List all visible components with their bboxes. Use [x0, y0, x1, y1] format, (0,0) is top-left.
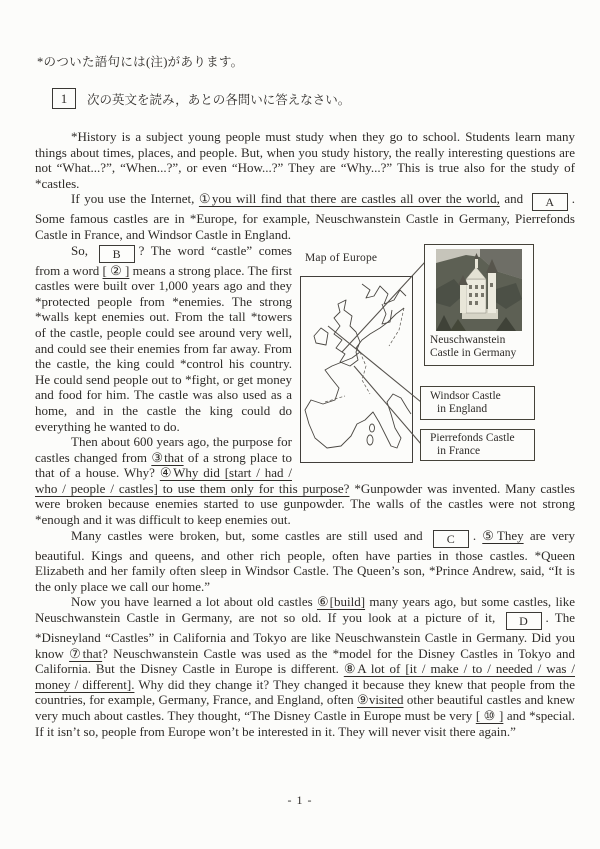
ireland-outline: [314, 328, 328, 345]
text-run: ③that: [151, 449, 184, 465]
text-run: ⑨visited: [357, 692, 404, 708]
text-run: ①you will find that there are castles all over the world,: [198, 191, 500, 207]
sardinia: [367, 435, 373, 445]
text-run: Many castles were broken, but, some castles are still used and: [71, 527, 429, 543]
text-run: ⑦that: [69, 645, 103, 661]
answer-box-C: C: [433, 530, 469, 548]
text-run: Why did they change it? They changed it because they knew that people from the countries, for example, Germany, France, and England, often: [35, 676, 575, 708]
connector-neuschwanstein: [342, 262, 425, 352]
text-run: ⑥[build]: [316, 594, 366, 610]
label-windsor-line1: Windsor Castle: [430, 389, 501, 402]
label-box-windsor: [420, 386, 535, 420]
label-box-neuschwanstein: [424, 244, 534, 366]
neuschwanstein-photo: [436, 249, 522, 331]
castle-figure: [298, 244, 575, 466]
continent-coastline: [305, 308, 411, 448]
label-neuschwanstein-line2: Castle in Germany: [430, 347, 517, 360]
asterisk-note: *のついた語句には(注)があります。: [37, 55, 244, 69]
scandinavia-outline: [362, 284, 406, 304]
britain-outline: [334, 300, 360, 366]
answer-box-A: A: [532, 193, 568, 211]
answer-box-D: D: [506, 612, 542, 630]
text-run: ? The word “castle” comes from a word: [35, 242, 292, 278]
answer-box-B: B: [99, 245, 135, 263]
paragraph-6: [35, 594, 575, 739]
text-run: *Gunpowder was invented. Many castles were broken because enemies started to use gunpowder. The walls of the castles were not strong *enough and it was difficult to keep enemies out.: [35, 480, 575, 528]
page-number: - 1 -: [287, 793, 313, 807]
corsica: [370, 424, 375, 432]
connector-pierrefonds: [354, 366, 421, 444]
text-run: [ ⑩ ]: [475, 708, 504, 723]
border-pyrenees: [325, 396, 345, 402]
paragraph-5: [35, 528, 575, 595]
label-box-pierrefonds: [420, 429, 535, 461]
map-caption: Map of Europe: [305, 251, 378, 264]
label-pierrefonds-line1: Pierrefonds Castle: [430, 431, 515, 444]
text-run: [ ② ]: [102, 262, 130, 278]
question-header: [52, 88, 575, 109]
text-run: ? Neuschwanstein Castle was used as the *model for the Disney Castles in Tokyo and California. But the Disney Castle in Europe is different.: [35, 645, 575, 677]
label-windsor-line2: in England: [437, 403, 488, 416]
text-run: If you use the Internet,: [71, 191, 199, 207]
text-run: are very beautiful. Kings and queens, and other rich people, often have parties in those castles. *Queen Elizabeth and her family often sleep in Windsor Castle. The Queen’s son, *Prince Andrew, said, “It is the only place we call our home.”: [35, 527, 575, 594]
text-run: means a strong place. The first castles were built over 1,000 years ago and they *protected people from *enemies. The strong *walls kept enemies out. From the tall *towers of the castle, people could see around very well, and could see their enemies from far away. From the castle, the king could *control his country. He could send people out to *fight, or get money and food for him. The castle was also used as a home, and in the castle the king could do everything he wanted to do.: [35, 262, 292, 434]
text-run: *History is a subject young people must study when they go to school. Students learn many things about times, places, and people. But, when you study history, the really interesting questions are not “What...?”, “When...?”, or even “How...?” They are “Why...?” This is true also for the study of *castles.: [35, 129, 575, 191]
text-run: So,: [71, 242, 95, 258]
text-run: many years ago, but some castles, like Neuschwanstein Castle in Germany, are not so old. If you look at a picture of it,: [35, 594, 575, 626]
text-run: and: [499, 191, 528, 207]
text-run: .: [472, 527, 483, 543]
text-run: of a strong place to that of a house. Why?: [35, 449, 292, 481]
question-instruction: 次の英文を読み，あとの各問いに答えなさい。: [87, 92, 351, 107]
text-run: . Some famous castles are in *Europe, for example, Neuschwanstein Castle in Germany, Pierrefonds Castle in France, and Windsor Castle in England.: [35, 191, 575, 242]
text-run: ④Why did [start / had / who / people / castles] to use them only for this purpose?: [35, 465, 350, 496]
text-run: and *special. If it isn’t so, people from Europe won’t be interested in it. They will never visit there again.”: [35, 708, 575, 739]
text-run: ⑤They: [482, 527, 524, 543]
paragraph-2: [35, 191, 575, 242]
text-run: other beautiful castles and knew very much about castles. They thought, “The Disney Castle in Europe must be very: [35, 692, 576, 723]
question-number-box: 1: [52, 88, 76, 109]
text-run: ⑧A lot of [it / make / to / needed / was / money / different].: [35, 661, 576, 692]
label-pierrefonds-line2: in France: [437, 445, 481, 458]
text-run: Then about 600 years ago, the purpose for castles changed from: [35, 434, 292, 465]
border-france-east: [360, 352, 370, 394]
reading-passage: [35, 129, 575, 739]
paragraph-1: [35, 129, 575, 191]
text-run: Now you have learned a lot about old castles: [71, 594, 317, 610]
text-run: . The *Disneyland “Castles” in California and Tokyo are like Neuschwanstein Castle in Germany. Did you know: [35, 610, 575, 661]
label-neuschwanstein-line1: Neuschwanstein: [430, 333, 506, 346]
